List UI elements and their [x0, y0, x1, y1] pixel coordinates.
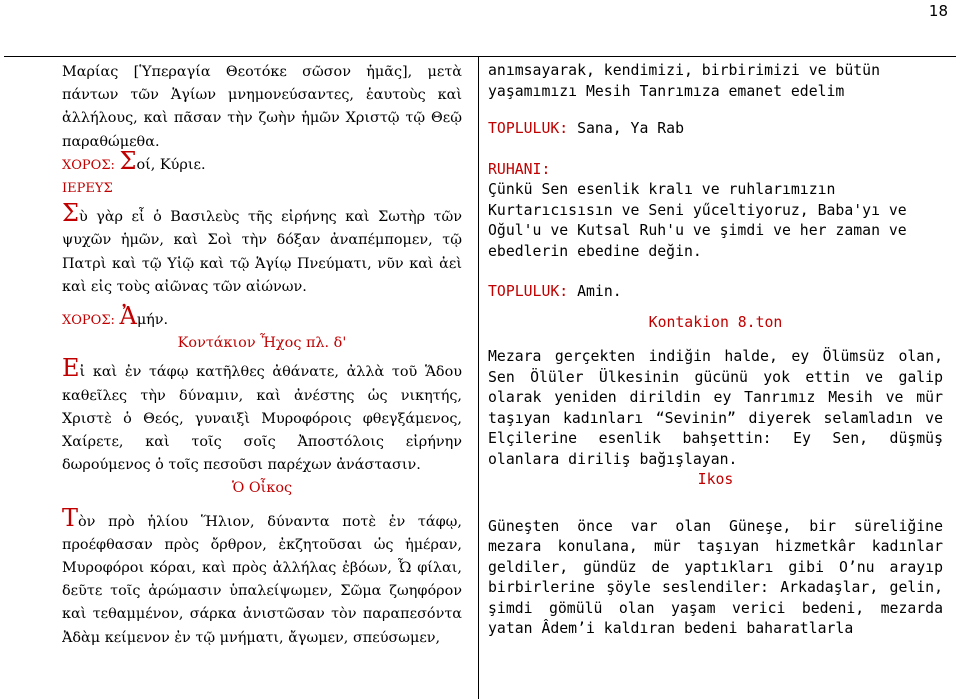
- drop-cap: Ἀ: [119, 302, 137, 331]
- priest-label: ΙΕΡΕΥΣ: [62, 181, 113, 197]
- page-number: 18: [928, 2, 948, 20]
- choir-label: ΧΟΡΟΣ:: [62, 157, 115, 173]
- turkish-community-response-1: [488, 119, 943, 140]
- choir-response-text: μήν.: [136, 312, 169, 329]
- greek-paragraph-1: Μαρίας [Ὑπεραγία Θεοτόκε σῶσον ἡμᾶς], μετὰ πάντων τῶν Ἁγίων μνημονεύσαντες, ἑαυτοὺς καὶ ἀλλήλους, καὶ πᾶσαν τὴν ζωὴν ἡμῶν Χριστῷ τῷ Θεῷ παραθώμεθα.: [62, 64, 462, 150]
- turkish-paragraph-2: Çünkü Sen esenlik kralı ve ruhlarımızın Kurtarıcısısın ve Seni yűceltiyoruz, Baba'yı ve Oğul'u ve Kutsal Ruh'u ve şimdi ve her zaman ve ebedlerin ebedine değin.: [488, 181, 907, 260]
- drop-cap: Σ: [119, 146, 137, 175]
- turkish-priest-label: RUHANI:: [488, 160, 551, 178]
- community-label: TOPLULUK:: [488, 120, 569, 137]
- kontakion-heading: Kontakion 8.ton: [648, 313, 783, 331]
- turkish-paragraph-1: anımsayarak, kendimizi, birbirimizi ve bütün yaşamımızı Mesih Tanrımıza emanet edelim: [488, 62, 880, 100]
- ikos-heading: Ikos: [697, 471, 734, 488]
- greek-column: [62, 61, 462, 699]
- greek-paragraph-2: [62, 199, 462, 299]
- table-top-border: [4, 56, 956, 57]
- community-response-text: Amin.: [568, 283, 622, 300]
- kontakion-heading: Κοντάκιον Ἦχος πλ. δ': [177, 335, 347, 352]
- column-divider: [478, 56, 479, 699]
- greek-paragraph-4: [62, 503, 462, 650]
- paragraph-text: ὺ γὰρ εἶ ὁ Βασιλεὺς τῆς εἰρήνης καὶ Σωτὴρ τῶν ψυχῶν ἡμῶν, καὶ Σοὶ τὴν δόξαν ἀναπέμπομεν, τῷ Πατρὶ καὶ τῷ Υἱῷ καὶ τῷ Ἁγίῳ Πνεύματι, νῦν καὶ ἀεὶ καὶ εἰς τοὺς αἰῶνας τῶν αἰώνων.: [62, 209, 462, 295]
- paragraph-text: ἰ καὶ ἐν τάφῳ κατῆλθες ἀθάνατε, ἀλλὰ τοῦ Ἅδου καθεῖλες τὴν δύναμιν, καὶ ἀνέστης ὡς νικητής, Χριστὲ ὁ Θεός, γυναιξὶ Μυροφόροις φθεγξάμενος, Χαίρετε, καὶ τοῖς σοῖς Ἀποστόλοις εἰρήνην δωρούμενος ὁ τοῖς πεσοῦσι παρέχων ἀνάστασιν.: [62, 364, 462, 474]
- turkish-paragraph-4: Güneşten önce var olan Güneşe, bir süreliğine mezara konulana, mür taşıyan hizmetkâr kadınlar geldiler, gündüz de yaptıkları gibi O’nu arayıp birbirlerine şöyle seslendiler: Arkadaşlar, gelin, şimdi gömülü olan yaşam verici bedeni, mezarda yatan Âdem’i kaldıran bedeni baharatlarla: [488, 517, 943, 637]
- turkish-column: [488, 61, 943, 699]
- community-label: TOPLULUK:: [488, 283, 569, 300]
- community-response-text: Sana, Ya Rab: [568, 120, 684, 137]
- greek-paragraph-3: [62, 354, 462, 477]
- choir-label: ΧΟΡΟΣ:: [62, 313, 115, 329]
- choir-response-text: οί, Κύριε.: [136, 156, 206, 173]
- drop-cap: Ε: [62, 354, 80, 383]
- greek-choir-response-2: [62, 302, 462, 332]
- greek-choir-response-1: [62, 146, 462, 177]
- paragraph-text: ὸν πρὸ ἡλίου Ἥλιον, δύναντα ποτὲ ἐν τάφῳ, προέφθασαν πρὸς ὄρθρον, ἐκζητοῦσαι ὡς ἡμέραν, Μυροφόροι κόραι, καὶ πρὸς ἀλλήλας ἐβόων, Ὦ φίλαι, δεῦτε τοῖς ἀρώμασιν ὑπαλείψωμεν, Σῶμα ζωηφόρον καὶ τεθαμμένον, σάρκα ἀνιστῶσαν τὸν παραπεσόντα Ἀδὰμ κείμενον ἐν τῷ μνήματι, ἄγωμεν, σπεύσωμεν,: [62, 513, 462, 646]
- turkish-community-response-2: [488, 282, 943, 303]
- oikos-heading: Ὁ Οἶκος: [231, 480, 293, 497]
- drop-cap: Σ: [62, 199, 79, 228]
- drop-cap: Τ: [62, 503, 79, 532]
- turkish-paragraph-3: Mezara gerçekten indiğin halde, ey Ölümsüz olan, Sen Ölüler Ülkesinin gücünü yok ettin ve galip olarak yeniden dirildin ey Tanrımız Mesih ve mür taşıyan kadınları “Sevinin” diyerek selamladın ve Elçilerine esenlik bahşettin: Ey Sen, düşmüş olanlara diriliş bağışlayan.: [488, 348, 943, 468]
